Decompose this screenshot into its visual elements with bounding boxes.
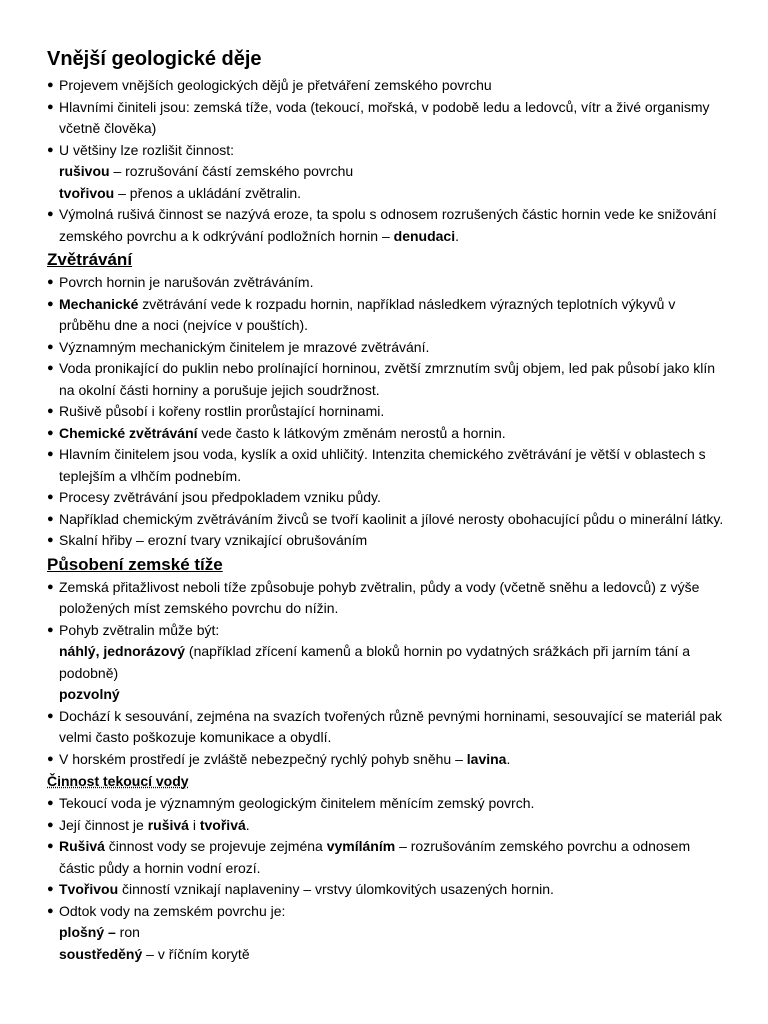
sub-item-sheet-flow: plošný – ron [59,924,140,940]
list-item: ● Její činnost je rušivá i tvořivá. [47,815,728,837]
list-item: ● Hlavním činitelem jsou voda, kyslík a oxid uhličitý. Intenzita chemického zvětrávání je větší v oblastech s teplejším a vlhčím podnebím. [47,446,706,484]
list-item: ● V horském prostředí je zvláště nebezpečný rychlý pohyb sněhu – lavina. [47,749,728,771]
bullet-icon: ● [47,840,54,852]
bullet-icon: ● [47,709,54,722]
document-title: Vnější geologické děje [47,48,262,70]
bullet-icon: ● [47,623,54,636]
bullet-icon: ● [47,818,54,831]
list-item: ● U většiny lze rozlišit činnost: [47,140,728,162]
bullet-icon: ● [47,297,54,310]
list-item-erosion: ● Výmolná rušivá činnost se nazývá eroze, ta spolu s odnosem rozrušených částic hornin vede ke snižování zemského povrchu a k odkrývání podložních hornin – denudaci. [47,206,717,244]
bullet-icon: ● [47,143,54,156]
bullet-icon: ● [47,512,54,525]
bullet-icon: ● [47,904,54,917]
list-item: ● Skalní hřiby – erozní tvary vznikající obrušováním [47,530,728,552]
bullet-icon: ● [47,340,54,353]
bullet-icon: ● [47,208,54,220]
list-item: ● Procesy zvětrávání jsou předpokladem vzniku půdy. [47,487,728,509]
sub-item-channel-flow: soustředěný – v říčním korytě [59,945,250,962]
bullet-icon: ● [47,580,54,593]
section-heading-weathering: Zvětrávání [47,250,133,269]
bullet-icon: ● [47,405,54,417]
bullet-icon: ● [47,79,54,91]
sub-item-sudden: náhlý, jednorázový (například zřícení kamenů a bloků hornin po vydatných srážkách při jarním tání a podobně) [59,643,691,681]
section-heading-flowing-water: Činnost tekoucí vody [47,773,189,789]
sub-item-gradual: pozvolný [59,686,120,702]
bullet-icon: ● [47,362,54,374]
list-item: ● Tekoucí voda je významným geologickým činitelem měnícím zemský povrch. [47,793,728,815]
bullet-icon: ● [47,534,54,546]
list-item: ● Tvořivou činností vznikají naplaveniny – vrstvy úlomkovitých usazených hornin. [47,879,728,901]
list-item: ● Povrch hornin je narušován zvětráváním. [47,272,728,294]
list-item: ● Hlavními činiteli jsou: zemská tíže, voda (tekoucí, mořská, v podobě ledu a ledovců, vítr a živé organismy včetně člověka) [47,98,710,136]
bullet-icon: ● [47,426,54,439]
bullet-icon: ● [47,883,54,895]
sub-item-destructive: rušivou – rozrušování částí zemského povrchu [59,163,354,179]
list-item: ● Pohyb zvětralin může být: [47,620,728,642]
sub-item-constructive: tvořivou – přenos a ukládání zvětralin. [59,184,302,201]
list-item: ● Voda pronikající do puklin nebo prolínající horninou, zvětší zmrznutím svůj objem, led pak působí jako klín na okolní části horniny a porušuje jejich soudržnost. [47,360,716,398]
bullet-icon: ● [47,491,54,503]
list-item: ● Chemické zvětrávání vede často k látkovým změnám nerostů a hornin. [47,423,728,445]
bullet-icon: ● [47,752,54,765]
list-item: ● Zemská přitažlivost neboli tíže způsobuje pohyb zvětralin, půdy a vody (včetně sněhu a ledovců) z výše položených míst zemského povrchu do nížin. [47,578,700,616]
bullet-icon: ● [47,276,54,288]
bullet-icon: ● [47,100,54,113]
weathering-list [47,272,728,552]
list-item: ● Významným mechanickým činitelem je mrazové zvětrávání. [47,337,728,359]
list-item: ● Rušivě působí i kořeny rostlin prorůstající horninami. [47,401,728,423]
list-item: ● Dochází k sesouvání, zejména na svazích tvořených různě pevnými horninami, sesouvající se materiál pak velmi často poškozuje komunikace a obydlí. [47,707,722,745]
list-item: ● Například chemickým zvětráváním živců se tvoří kaolinit a jílové nerosty obohacující půdu o minerální látky. [47,509,728,531]
list-item: ● Rušivá činnost vody se projevuje zejména vymíláním – rozrušováním zemského povrchu a odnosem částic půdy a hornin vodní erozí. [47,838,691,876]
list-item: ● Projevem vnějších geologických dějů je přetváření zemského povrchu [47,75,728,97]
list-item: ● Mechanické zvětrávání vede k rozpadu hornin, například následkem výrazných teplotních výkyvů v průběhu dne a noci (nejvíce v pouštích). [47,295,676,333]
bullet-icon: ● [47,797,54,809]
list-item: ● Odtok vody na zemském povrchu je: [47,901,728,923]
section-heading-gravity: Působení zemské tíže [47,554,223,574]
bullet-icon: ● [47,448,54,460]
